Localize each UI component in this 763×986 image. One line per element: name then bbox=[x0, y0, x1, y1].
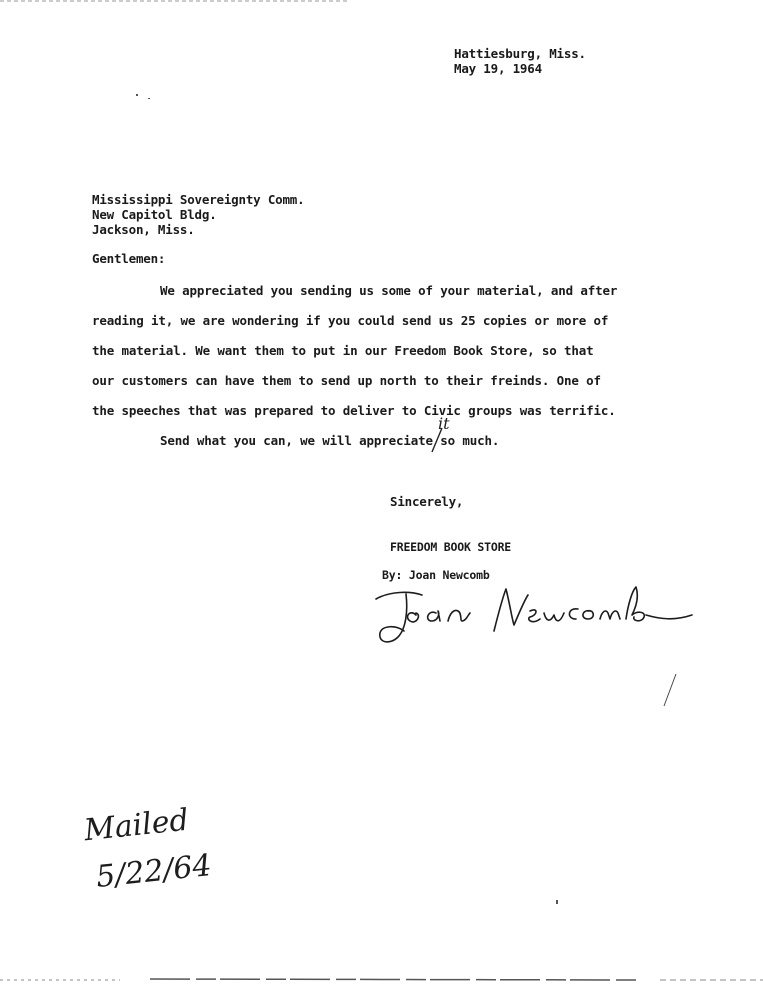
by-line: By: Joan Newcomb bbox=[382, 568, 490, 582]
body-line: reading it, we are wondering if you could send us 25 copies or more of bbox=[92, 313, 609, 328]
scan-speck bbox=[148, 98, 150, 99]
pen-stroke-mark bbox=[660, 670, 680, 710]
scan-top-edge bbox=[0, 0, 763, 4]
letter-date: May 19, 1964 bbox=[454, 61, 542, 76]
handwritten-insertion: it bbox=[438, 414, 450, 433]
insertion-caret-mark bbox=[428, 426, 448, 456]
body-line: the speeches that was prepared to deliver to Civic groups was terrific. bbox=[92, 403, 616, 418]
organization-name: FREEDOM BOOK STORE bbox=[390, 540, 512, 554]
complimentary-close: Sincerely, bbox=[390, 494, 464, 509]
mailed-annotation: Mailed bbox=[82, 802, 191, 849]
body-line: our customers can have them to send up north to their freinds. One of bbox=[92, 373, 601, 388]
salutation: Gentlemen: bbox=[92, 251, 166, 266]
recipient-line-1: Mississippi Sovereignty Comm. bbox=[92, 192, 305, 207]
body-line: We appreciated you sending us some of your material, and after bbox=[160, 283, 618, 298]
recipient-line-2: New Capitol Bldg. bbox=[92, 207, 217, 222]
scan-bottom-edge bbox=[0, 974, 763, 986]
handwritten-signature bbox=[370, 585, 700, 655]
closing-line: Send what you can, we will appreciate so much. bbox=[160, 433, 500, 448]
mailed-date-annotation: 5/22/64 bbox=[94, 848, 214, 895]
body-line: the material. We want them to put in our Freedom Book Store, so that bbox=[92, 343, 594, 358]
letter-place: Hattiesburg, Miss. bbox=[454, 46, 586, 61]
scan-speck bbox=[136, 94, 138, 96]
recipient-line-3: Jackson, Miss. bbox=[92, 222, 195, 237]
scan-speck bbox=[556, 900, 558, 904]
